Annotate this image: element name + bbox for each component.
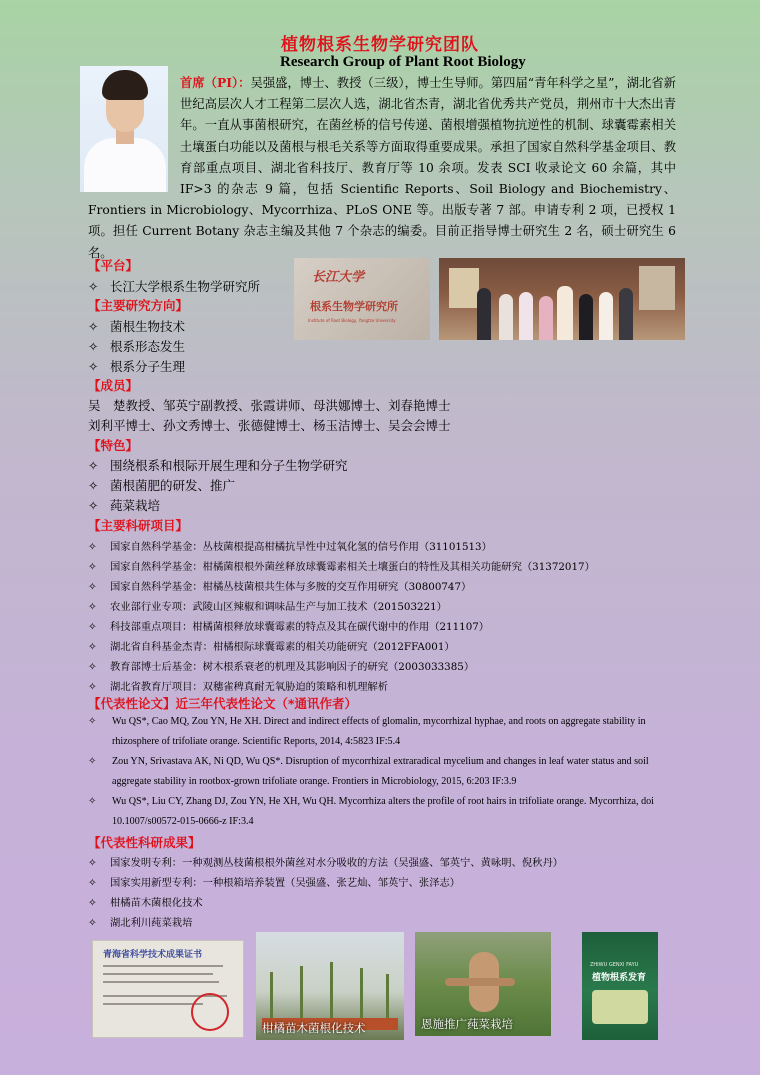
sign-subtext: 根系生物学研究所 — [310, 300, 398, 313]
project-item: ✧ 教育部博士后基金：树木根系衰老的机理及其影响因子的研究（2003033385） — [88, 661, 475, 673]
member-line: 吴 楚教授、邹英宁副教授、张霞讲师、母洪娜博士、刘春艳博士 — [88, 398, 451, 413]
direction-item: ✧ 菌根生物技术 — [88, 319, 186, 334]
certificate-photo — [92, 940, 244, 1038]
achievement-item: ✧ 国家实用新型专利：一种根箱培养装置（吴强盛、张艺灿、邹英宁、张泽志） — [88, 877, 461, 889]
institute-sign-photo — [294, 258, 430, 340]
section-platform: 【平台】 — [88, 258, 139, 273]
page-title-en: Research Group of Plant Root Biology — [280, 54, 526, 70]
member-line: 刘利平博士、孙文秀博士、张德健博士、杨玉洁博士、吴会会博士 — [88, 418, 451, 433]
red-seal-stamp — [191, 993, 229, 1031]
section-members: 【成员】 — [88, 378, 139, 393]
certificate-title: 青海省科学技术成果证书 — [103, 950, 203, 960]
direction-item: ✧ 根系分子生理 — [88, 359, 186, 374]
sign-english: Institute of Root Biology, Yangtze University — [308, 318, 396, 323]
book-title: 植物根系发育 — [592, 973, 647, 983]
achievement-item: ✧ 湖北利川莼菜栽培 — [88, 917, 193, 929]
section-projects: 【主要科研项目】 — [88, 518, 189, 533]
feature-item: ✧ 围绕根系和根际开展生理和分子生物学研究 — [88, 458, 348, 473]
section-directions: 【主要研究方向】 — [88, 298, 189, 313]
section-achievements: 【代表性科研成果】 — [88, 835, 201, 850]
section-papers: 【代表性论文】近三年代表性论文（*通讯作者） — [88, 696, 358, 711]
pi-introduction — [88, 72, 676, 264]
sign-text: 长江大学 — [312, 270, 365, 285]
project-item: ✧ 湖北省自科基金杰青：柑橘根际球囊霉素的相关功能研究（2012FFA001） — [88, 641, 455, 653]
watershield-photo-caption: 恩施推广莼菜栽培 — [421, 1017, 513, 1031]
project-item: ✧ 国家自然科学基金：柑橘丛枝菌根共生体与多胺的交互作用研究（30800747） — [88, 581, 472, 593]
project-item: ✧ 国家自然科学基金：柑橘菌根根外菌丝释放球囊霉素相关土壤蛋白的特性及其相关功能研究（31372017） — [88, 561, 595, 573]
page-title-cn: 植物根系生物学研究团队 — [281, 35, 479, 55]
pi-bio-text: 吴强盛，博士、教授（三级），博士生导师。第四届“青年科学之星”，湖北省新世纪高层次人才工程第二层次人选，湖北省杰青，湖北省优秀共产党员，荆州市十大杰出青年。一直从事菌根研究，在菌丝桥的信号传递、菌根增强植物抗逆性的机制、球囊霉素相关土壤蛋白功能以及菌根与根毛关系等方面取得重要成果。承担了国家自然科学基金项目、教育部重点项目、湖北省科技厅、教育厅等 10 余项。发表 SCI 收录论文 60 余篇，其中 IF>3 的杂志 9 篇，包括 Scientific Reports、Soil Biology and Biochemistry、Frontiers in Microbiology、Mycorrhiza、PLoS ONE 等。出版专著 7 部。申请专利 2 项，已授权 1 项。担任 Current Botany 杂志主编及其他 7 个杂志的编委。目前正指导博士研究生 2 名，硕士研究生 6 名。 — [88, 76, 676, 260]
achievement-item: ✧ 国家发明专利：一种观测丛枝菌根根外菌丝对水分吸收的方法（吴强盛、邹英宁、黄咏明、倪秋丹） — [88, 857, 564, 869]
feature-item: ✧ 莼菜栽培 — [88, 498, 161, 513]
watershield-cultivation-photo — [415, 932, 551, 1036]
project-item: ✧ 科技部重点项目：柑橘菌根释放球囊霉素的特点及其在碳代谢中的作用（211107） — [88, 621, 490, 633]
platform-item: ✧ 长江大学根系生物学研究所 — [88, 279, 261, 294]
paper-item: ✧ Zou YN, Srivastava AK, Ni QD, Wu QS*. Disruption of mycorrhizal extraradical mycelium and changes in leaf water status and soil aggregate stability in rootbox-grown trifoliate orange. Frontiers in Microbiology, 2015, 6:203 IF:3.9 — [88, 756, 649, 787]
paper-item: ✧ Wu QS*, Liu CY, Zhang DJ, Zou YN, He XH, Wu QH. Mycorrhiza alters the profile of root hairs in trifoliate orange. Mycorrhiza, doi 10.1007/s00572-015-0666-z IF:3.4 — [88, 796, 654, 827]
project-item: ✧ 国家自然科学基金：丛枝菌根提高柑橘抗旱性中过氧化氢的信号作用（31101513） — [88, 541, 492, 553]
section-features: 【特色】 — [88, 438, 139, 453]
book-cover-photo — [582, 932, 658, 1040]
book-title-en: ZHIWU GENXI FAYU — [590, 962, 639, 968]
citrus-photo-caption: 柑橘苗木菌根化技术 — [262, 1021, 366, 1035]
direction-item: ✧ 根系形态发生 — [88, 339, 186, 354]
pi-label: 首席（PI）： — [180, 75, 251, 90]
feature-item: ✧ 菌根菌肥的研发、推广 — [88, 478, 236, 493]
achievement-item: ✧ 柑橘苗木菌根化技术 — [88, 897, 203, 909]
project-item: ✧ 湖北省教育厅项目：双穗雀稗真耐无氧胁迫的策略和机理解析 — [88, 681, 389, 693]
group-photo — [439, 258, 685, 340]
citrus-seedlings-photo — [256, 932, 404, 1040]
paper-item: ✧ Wu QS*, Cao MQ, Zou YN, He XH. Direct and indirect effects of glomalin, mycorrhizal hyphae, and roots on aggregate stability in rhizosphere of trifoliate orange. Scientific Reports, 2014, 4:5823 IF:5.4 — [88, 716, 646, 747]
project-item: ✧ 农业部行业专项：武陵山区辣椒和调味品生产与加工技术（201503221） — [88, 601, 447, 613]
